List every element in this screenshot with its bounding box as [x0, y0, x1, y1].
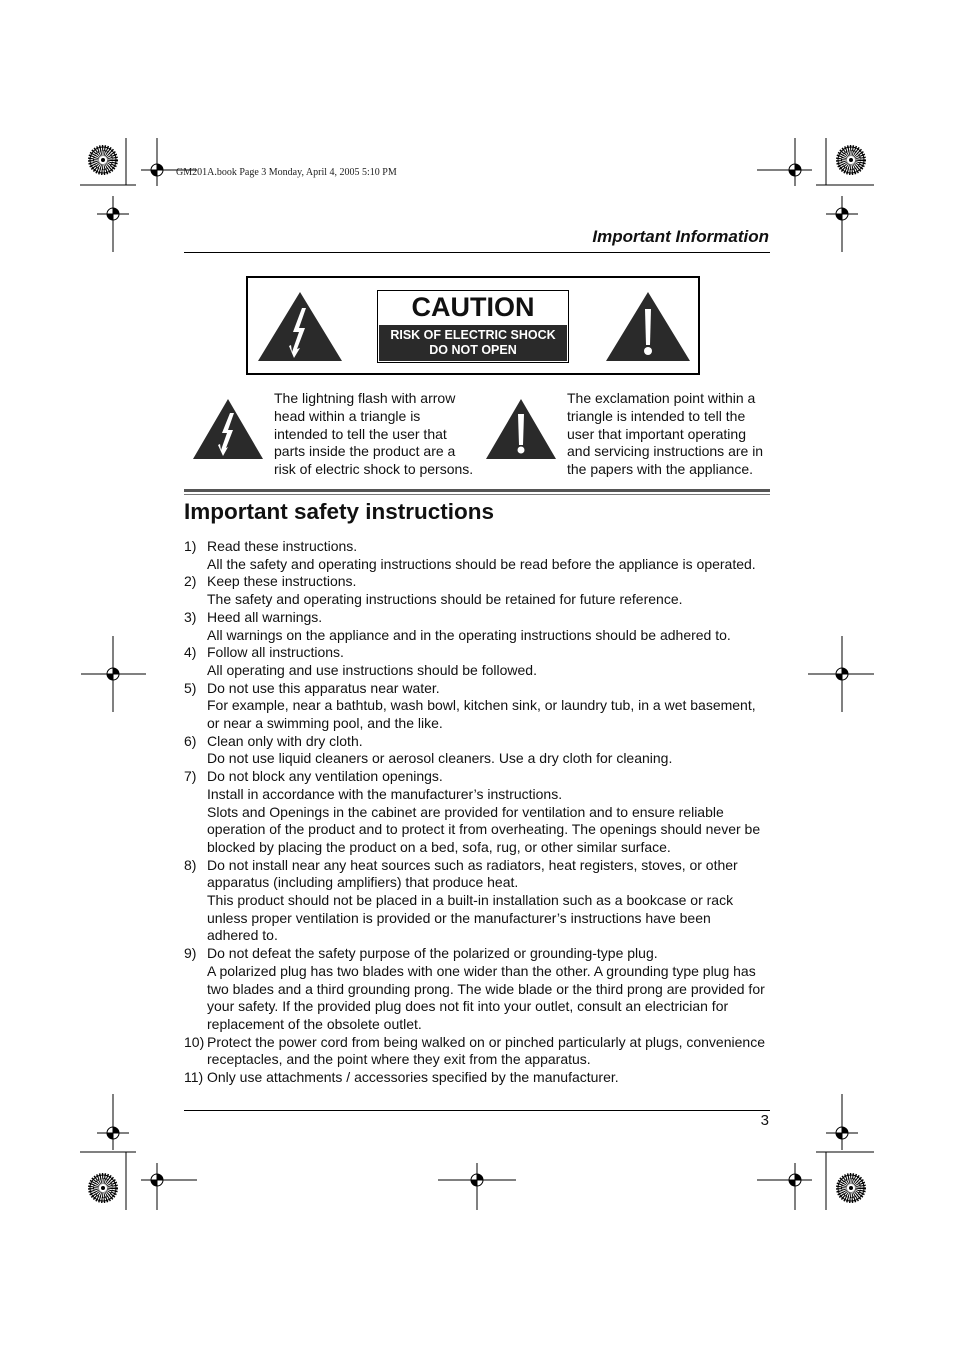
footer-rule: [184, 1110, 770, 1111]
item-title: Do not install near any heat sources such as radiators, heat registers, stoves, or other apparatus (including amplifiers) that produce heat.: [207, 856, 738, 891]
caution-line-1: RISK OF ELECTRIC SHOCK: [390, 328, 556, 342]
caution-line-2: DO NOT OPEN: [429, 343, 517, 357]
item-number: 9): [184, 945, 197, 962]
item-title: Protect the power cord from being walked on or pinched particularly at plugs, convenience receptacles, and the point where they exit from the apparatus.: [207, 1033, 765, 1068]
item-title: Do not defeat the safety purpose of the polarized or grounding-type plug.: [207, 945, 658, 962]
item-body: A polarized plug has two blades with one wider than the other. A grounding type plug has two blades and a third grounding prong. The wide blade or the third prong are provided for your safety. If the provided plug does not fit into your outlet, consult an electrician for replacement of the obsolete outlet.: [207, 962, 765, 1032]
list-item: [184, 644, 774, 679]
item-body: The safety and operating instructions should be retained for future reference.: [207, 591, 683, 608]
list-item: [184, 857, 774, 946]
caution-warning-bar: [379, 325, 567, 361]
item-number: 2): [184, 573, 197, 590]
item-number: 8): [184, 856, 197, 873]
item-body: This product should not be placed in a built-in installation such as a bookcase or rack unless proper ventilation is provided or the manufacturer’s instructions have been adhered to.: [207, 892, 734, 944]
section-rule-thick: [184, 489, 770, 492]
list-item: [184, 1069, 774, 1087]
lightning-triangle-icon: [258, 292, 342, 361]
item-body: Do not use liquid cleaners or aerosol cleaners. Use a dry cloth for cleaning.: [207, 750, 673, 767]
list-item: [184, 609, 774, 644]
page-number: 3: [760, 1112, 769, 1129]
item-title: Heed all warnings.: [207, 608, 323, 625]
list-item: [184, 733, 774, 768]
item-title: Only use attachments / accessories specified by the manufacturer.: [207, 1069, 619, 1086]
list-item: [184, 945, 774, 1034]
item-number: 1): [184, 538, 197, 554]
item-body: Install in accordance with the manufacturer’s instructions. Slots and Openings in the cabinet are provided for ventilation and to ensure reliable operation of the product and to protect it from overheating. The openings should never be blocked by placing the product on a bed, sofa, rug, or other similar surface.: [207, 785, 761, 855]
section-rule-thin: [184, 494, 770, 495]
item-body: All warnings on the appliance and in the operating instructions should be adhered to.: [207, 626, 731, 643]
item-number: 5): [184, 679, 197, 696]
item-number: 3): [184, 608, 197, 625]
exclamation-symbol-text: The exclamation point within a triangle is intended to tell the user that important operating and servicing instructions are in the papers with the appliance.: [567, 390, 764, 478]
header-rule: [184, 252, 770, 253]
item-body: All operating and use instructions should be followed.: [207, 661, 537, 678]
item-number: 6): [184, 732, 197, 749]
item-number: 10): [184, 1033, 205, 1050]
caution-title: CAUTION: [411, 292, 535, 322]
item-title: Follow all instructions.: [207, 644, 344, 661]
item-title: Keep these instructions.: [207, 573, 357, 590]
list-item: [184, 573, 774, 608]
print-header: GM201A.book Page 3 Monday, April 4, 2005 5:10 PM: [176, 167, 397, 178]
list-item: [184, 680, 774, 733]
list-item: [184, 1034, 774, 1069]
safety-heading: Important safety instructions: [184, 499, 495, 524]
exclamation-triangle-icon: [606, 292, 690, 361]
item-body: All the safety and operating instructions should be read before the appliance is operated.: [207, 555, 756, 572]
item-title: Clean only with dry cloth.: [207, 732, 363, 749]
exclamation-symbol-icon: [486, 399, 556, 459]
item-body: For example, near a bathtub, wash bowl, kitchen sink, or laundry tub, in a wet basement, or near a swimming pool, and the like.: [207, 697, 756, 732]
item-number: 4): [184, 644, 197, 661]
item-title: Do not block any ventilation openings.: [207, 768, 443, 785]
lightning-symbol-icon: [193, 399, 263, 459]
caution-label: [377, 290, 569, 363]
item-title: Read these instructions.: [207, 538, 358, 554]
list-item: [184, 768, 774, 857]
lightning-symbol-text: The lightning flash with arrow head within a triangle is intended to tell the user that parts inside the product are a risk of electric shock to persons.: [274, 390, 474, 478]
item-number: 7): [184, 768, 197, 785]
item-title: Do not use this apparatus near water.: [207, 679, 440, 696]
item-number: 11): [184, 1069, 204, 1086]
safety-instructions-list: [184, 538, 774, 1087]
list-item: [184, 538, 774, 573]
section-title: Important Information: [592, 227, 769, 246]
